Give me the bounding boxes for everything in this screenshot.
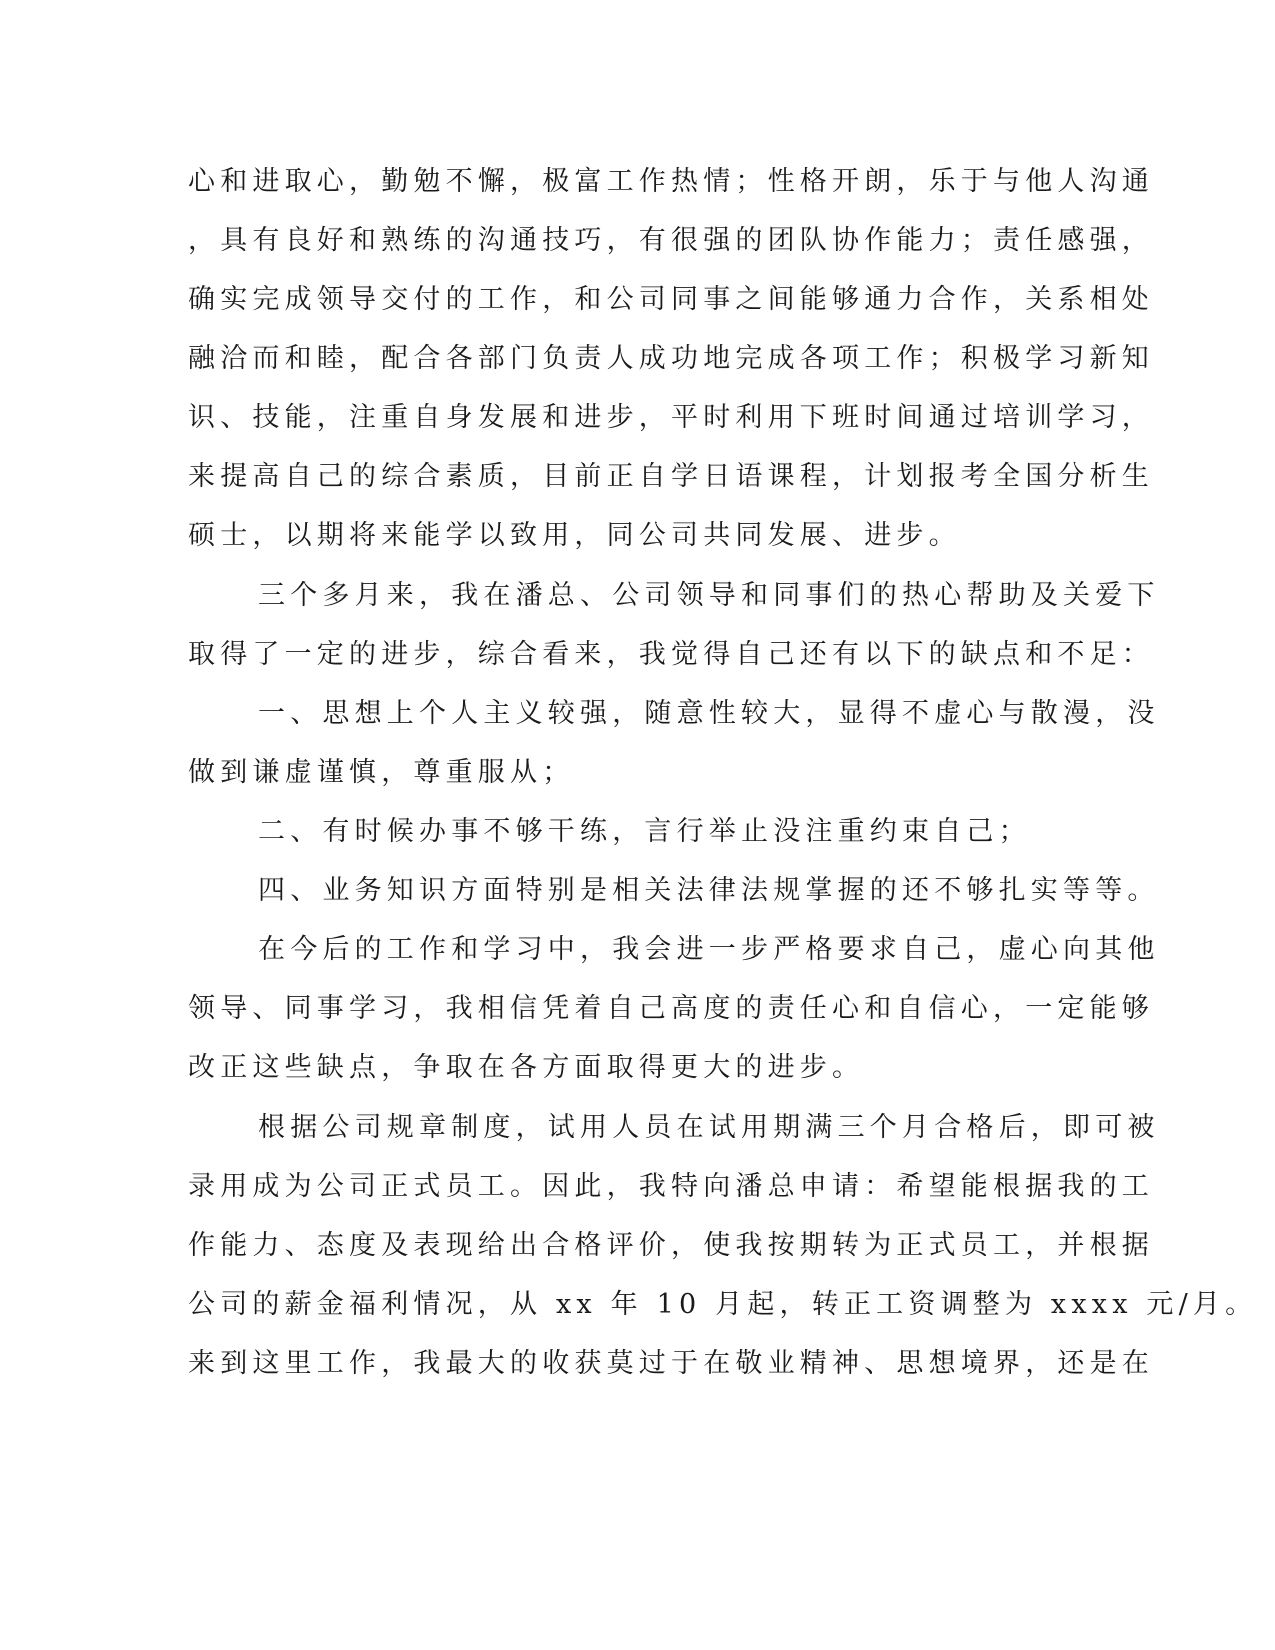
text-line: 做到谦虚谨慎，尊重服从；	[188, 757, 575, 788]
text-line: 改正这些缺点，争取在各方面取得更大的进步。	[188, 1052, 865, 1083]
text-line: 公司的薪金福利情况，从 xx 年 10 月起，转正工资调整为 xxxx 元/月。	[188, 1289, 1258, 1320]
text-line: 硕士，以期将来能学以致用，同公司共同发展、进步。	[188, 520, 961, 551]
text-line: 取得了一定的进步，综合看来，我觉得自己还有以下的缺点和不足：	[188, 639, 1154, 670]
text-line: 领导、同事学习，我相信凭着自己高度的责任心和自信心，一定能够	[188, 993, 1154, 1024]
paragraph-start-line: 二、有时候办事不够干练，言行举止没注重约束自己；	[258, 816, 1031, 847]
text-line: 录用成为公司正式员工。因此，我特向潘总申请：希望能根据我的工	[188, 1171, 1154, 1202]
text-line: 确实完成领导交付的工作，和公司同事之间能够通力合作，关系相处	[188, 284, 1154, 315]
text-line: 心和进取心，勤勉不懈，极富工作热情；性格开朗，乐于与他人沟通	[188, 166, 1154, 197]
paragraph-start-line: 三个多月来，我在潘总、公司领导和同事们的热心帮助及关爱下	[258, 580, 1160, 611]
paragraph-start-line: 在今后的工作和学习中，我会进一步严格要求自己，虚心向其他	[258, 934, 1160, 965]
text-line: 作能力、态度及表现给出合格评价，使我按期转为正式员工，并根据	[188, 1230, 1154, 1261]
text-line: ，具有良好和熟练的沟通技巧，有很强的团队协作能力；责任感强，	[188, 225, 1154, 256]
paragraph-start-line: 根据公司规章制度，试用人员在试用期满三个月合格后，即可被	[258, 1112, 1160, 1143]
text-line: 来到这里工作，我最大的收获莫过于在敬业精神、思想境界，还是在	[188, 1348, 1154, 1379]
text-line: 来提高自己的综合素质，目前正自学日语课程，计划报考全国分析生	[188, 461, 1154, 492]
text-line: 融洽而和睦，配合各部门负责人成功地完成各项工作；积极学习新知	[188, 343, 1154, 374]
paragraph-start-line: 四、业务知识方面特别是相关法律法规掌握的还不够扎实等等。	[258, 875, 1160, 906]
text-line: 识、技能，注重自身发展和进步，平时利用下班时间通过培训学习，	[188, 402, 1154, 433]
paragraph-start-line: 一、思想上个人主义较强，随意性较大，显得不虚心与散漫，没	[258, 698, 1160, 729]
